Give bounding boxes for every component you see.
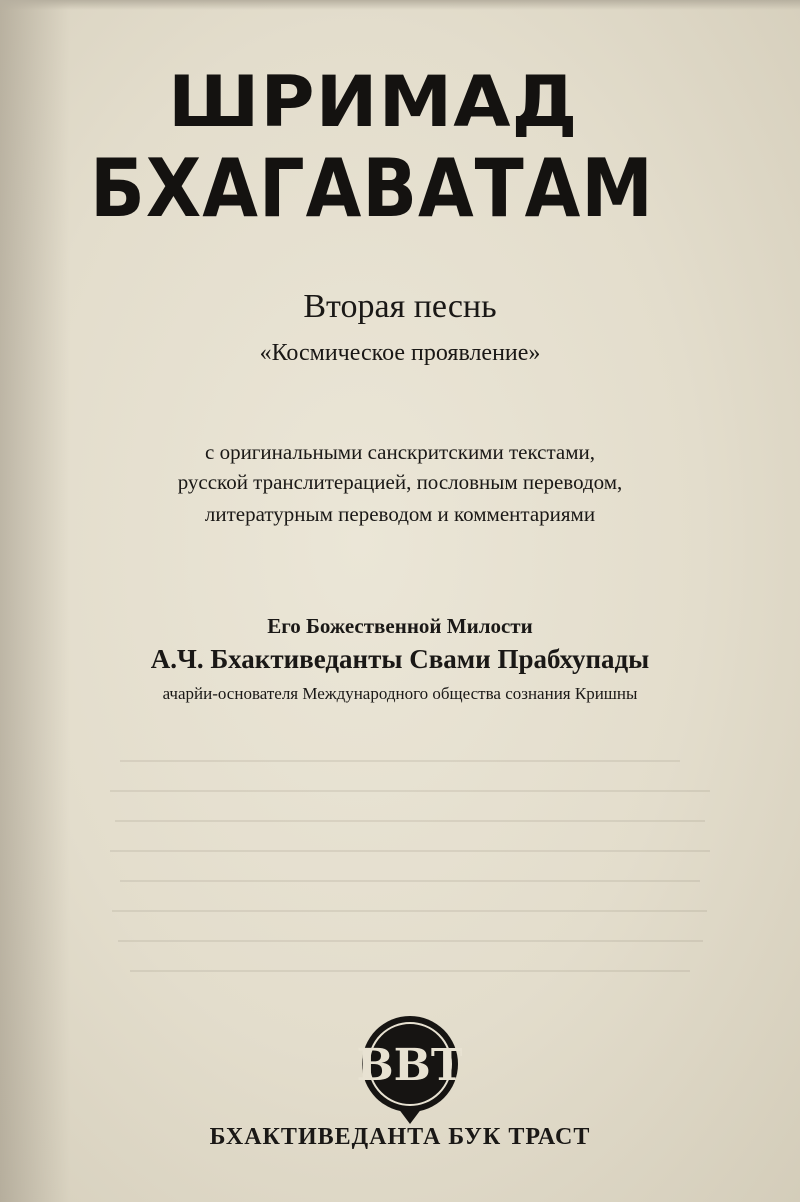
book-title-line-2: БХАГАВАТАМ bbox=[90, 142, 654, 235]
page-top-edge bbox=[0, 0, 800, 10]
publisher-name: БХАКТИВЕДАНТА БУК ТРАСТ bbox=[209, 1124, 591, 1150]
bleed-through-line bbox=[120, 880, 700, 882]
bleed-through-line bbox=[130, 970, 690, 972]
bleed-through-line bbox=[112, 910, 707, 912]
bleed-through-line bbox=[115, 820, 705, 822]
bbt-emblem-icon bbox=[358, 1012, 462, 1126]
bleed-through-line bbox=[120, 760, 680, 762]
canto-subtitle: «Космическое проявление» bbox=[259, 340, 541, 366]
author-name: А.Ч. Бхактиведанты Свами Прабхупады bbox=[150, 644, 650, 674]
bleed-through-line bbox=[118, 940, 703, 942]
description-line-1: с оригинальными санскритскими текстами, bbox=[205, 440, 595, 464]
author-position: ачарйи-основателя Международного общества сознания Кришны bbox=[162, 684, 638, 703]
bleed-through-line bbox=[110, 850, 710, 852]
bleed-through-line bbox=[110, 790, 710, 792]
description-line-3: литературным переводом и комментариями bbox=[204, 502, 596, 526]
bbt-monogram: BBT bbox=[358, 1040, 462, 1091]
page-shadow bbox=[0, 0, 70, 1202]
description-line-2: русской транслитерацией, пословным переводом, bbox=[177, 470, 623, 494]
book-title-line-1: ШРИМАД bbox=[168, 61, 579, 143]
author-honorific: Его Божественной Милости bbox=[267, 614, 533, 638]
canto-name: Вторая песнь bbox=[303, 288, 497, 325]
